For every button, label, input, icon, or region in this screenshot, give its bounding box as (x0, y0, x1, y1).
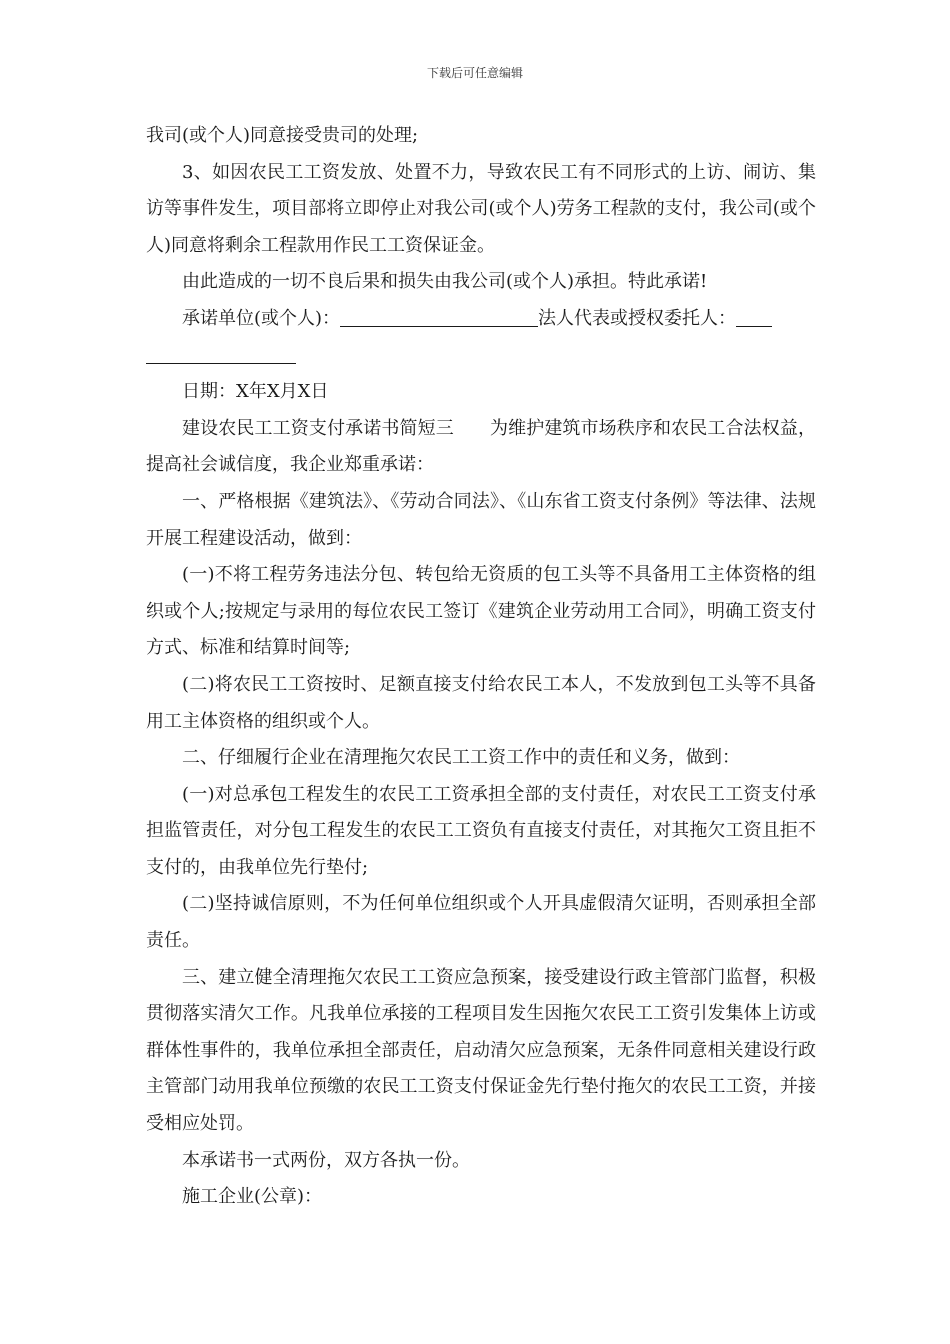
paragraph-3: 由此造成的一切不良后果和损失由我公司(或个人)承担。特此承诺! (182, 271, 708, 293)
signature-line (146, 301, 816, 338)
paragraph-8: (一)不将工程劳务违法分包、转包给无资质的包工头等不具备用工主体资格的组织或个人;按规定与录用的每位农民工签订《建筑企业劳动用工合同》，明确工资支付方式、标准和结算时间等; (146, 564, 816, 659)
section-intro: 为维护建筑市场秩序和农民工合法权益，提高社会诚信度，我企业郑重承诺： (146, 417, 817, 476)
paragraph-10: 二、仔细履行企业在清理拖欠农民工工资工作中的责任和义务，做到： (182, 747, 740, 769)
paragraph-6 (146, 411, 816, 484)
representative-blank-continued (146, 343, 296, 364)
document-body (146, 118, 816, 1216)
representative-label: 法人代表或授权委托人： (538, 307, 737, 329)
paragraph-12: (二)坚持诚信原则，不为任何单位组织或个人开具虚假清欠证明，否则承担全部责任。 (146, 893, 816, 952)
paragraph-13: 三、建立健全清理拖欠农民工工资应急预案，接受建设行政主管部门监督，积极贯彻落实清欠工作。凡我单位承接的工程项目发生因拖欠农民工工资引发集体上访或群体性事件的，我单位承担全部责任，启动清欠应急预案，无条件同意相关建设行政主管部门动用我单位预缴的农民工工资支付保证金先行垫付拖欠的农民工工资，并接受相应处罚。 (146, 966, 816, 1135)
paragraph-14: 本承诺书一式两份，双方各执一份。 (182, 1149, 470, 1171)
paragraph-7: 一、严格根据《建筑法》、《劳动合同法》、《山东省工资支付条例》等法律、法规开展工程建设活动，做到： (146, 490, 816, 549)
section-title: 建设农民工工资支付承诺书简短三 (182, 417, 454, 439)
paragraph-1: 我司(或个人)同意接受贵司的处理; (146, 125, 419, 146)
paragraph-9: (二)将农民工工资按时、足额直接支付给农民工本人，不发放到包工头等不具备用工主体资格的组织或个人。 (146, 673, 816, 732)
date-line: 日期：X年X月X日 (182, 381, 329, 403)
representative-blank (736, 306, 772, 327)
unit-blank (340, 306, 538, 327)
paragraph-11: (一)对总承包工程发生的农民工工资承担全部的支付责任，对农民工工资支付承担监管责任，对分包工程发生的农民工工资负有直接支付责任，对其拖欠工资且拒不支付的，由我单位先行垫付; (146, 783, 816, 878)
page-header: 下载后可任意编辑 (426, 66, 523, 80)
unit-label: 承诺单位(或个人)： (182, 307, 341, 329)
paragraph-15: 施工企业(公章)： (182, 1186, 323, 1208)
signature-line-continued (146, 338, 816, 375)
paragraph-2: 3、如因农民工工资发放、处置不力，导致农民工有不同形式的上访、闹访、集访等事件发生，项目部将立即停止对我公司(或个人)劳务工程款的支付，我公司(或个人)同意将剩余工程款用作民工工资保证金。 (146, 161, 816, 256)
